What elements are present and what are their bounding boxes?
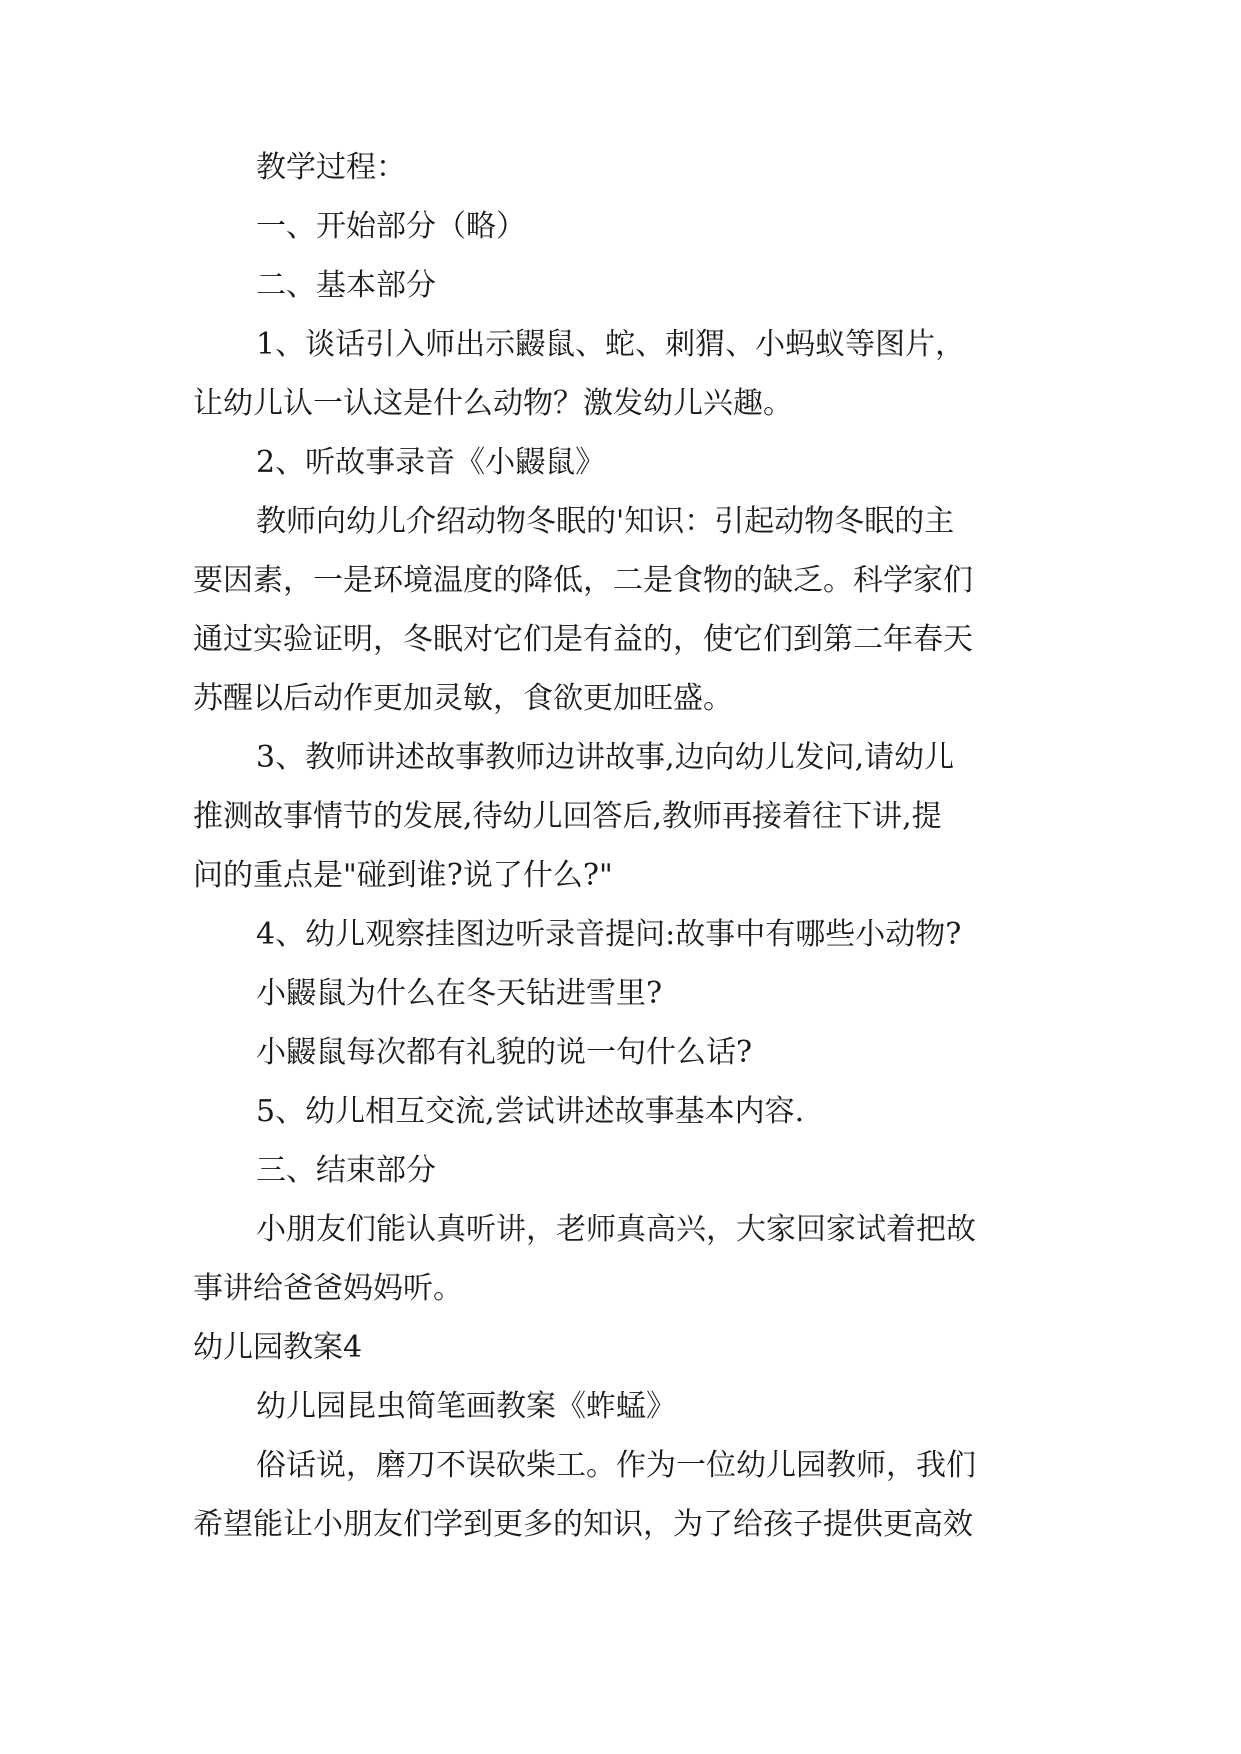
text-line: 希望能让小朋友们学到更多的知识，为了给孩子提供更高效 (193, 1507, 973, 1542)
text-line: 3、教师讲述故事教师边讲故事,边向幼儿发问,请幼儿 (256, 740, 955, 775)
text-line: 苏醒以后动作更加灵敏，食欲更加旺盛。 (193, 681, 733, 716)
text-line: 事讲给爸爸妈妈听。 (193, 1271, 463, 1306)
text-line: 4、幼儿观察挂图边听录音提问:故事中有哪些小动物? (256, 917, 962, 952)
text-line: 推测故事情节的发展,待幼儿回答后,教师再接着往下讲,提 (193, 799, 942, 834)
text-line: 让幼儿认一认这是什么动物？激发幼儿兴趣。 (193, 386, 793, 421)
text-line: 一、开始部分（略） (256, 209, 526, 244)
text-line: 问的重点是"碰到谁?说了什么?" (193, 858, 613, 893)
text-line: 幼儿园昆虫简笔画教案《蚱蜢》 (256, 1389, 676, 1424)
text-line: 小鼹鼠每次都有礼貌的说一句什么话? (256, 1035, 753, 1070)
text-line: 要因素，一是环境温度的降低，二是食物的缺乏。科学家们 (193, 563, 973, 598)
text-line: 通过实验证明，冬眠对它们是有益的，使它们到第二年春天 (193, 622, 973, 657)
text-line: 2、听故事录音《小鼹鼠》 (256, 445, 606, 480)
text-line: 俗话说，磨刀不误砍柴工。作为一位幼儿园教师，我们 (256, 1448, 976, 1483)
text-line: 5、幼儿相互交流,尝试讲述故事基本内容. (256, 1094, 805, 1129)
text-line: 三、结束部分 (256, 1153, 436, 1188)
text-line: 二、基本部分 (256, 268, 436, 303)
text-line: 小鼹鼠为什么在冬天钻进雪里? (256, 976, 663, 1011)
text-line: 小朋友们能认真听讲，老师真高兴，大家回家试着把故 (256, 1212, 976, 1247)
text-line: 教学过程： (256, 150, 406, 185)
section-heading: 幼儿园教案4 (193, 1330, 363, 1365)
text-line: 教师向幼儿介绍动物冬眠的'知识：引起动物冬眠的主 (256, 504, 955, 539)
text-line: 1、谈话引入师出示鼹鼠、蛇、刺猬、小蚂蚁等图片， (256, 327, 966, 362)
